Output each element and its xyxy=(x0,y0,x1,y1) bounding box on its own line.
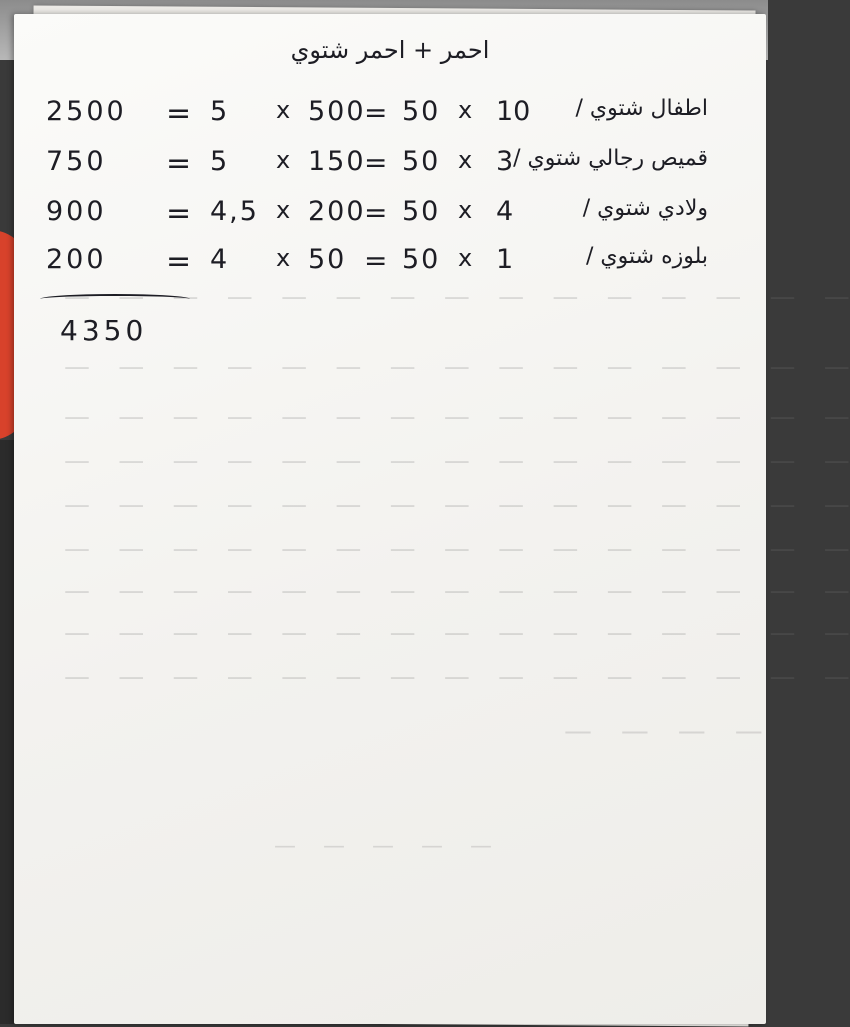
equals-sign: = xyxy=(364,196,388,229)
times-sign: x xyxy=(458,196,473,224)
times-sign: x xyxy=(458,146,473,174)
calc-row xyxy=(14,196,766,242)
row-total: 750 xyxy=(46,146,107,177)
row-label: ولادي شتوي / xyxy=(582,196,708,221)
times-sign: x xyxy=(458,96,473,124)
equals-sign: = xyxy=(166,146,192,181)
row-factor: 4 xyxy=(210,244,230,275)
times-sign: x xyxy=(458,244,473,272)
times-sign: x xyxy=(276,96,291,124)
ghost-line: — — — — — — — — — — — — — — — xyxy=(54,352,850,382)
ghost-line: — — — — xyxy=(554,714,763,747)
row-label: بلوزه شتوي / xyxy=(586,244,708,269)
row-label: اطفال شتوي / xyxy=(575,96,708,121)
ghost-line: — — — — — — — — — — — — — — — xyxy=(54,618,850,648)
row-unit: 50 xyxy=(402,196,441,227)
row-total: 2500 xyxy=(46,96,127,127)
row-unit: 50 xyxy=(402,244,441,275)
equals-sign: = xyxy=(364,96,388,129)
row-price: 50 xyxy=(308,244,347,275)
row-quantity: 4 xyxy=(496,196,514,227)
calc-row xyxy=(14,96,766,142)
row-quantity: 10 xyxy=(496,96,531,127)
times-sign: x xyxy=(276,196,291,224)
row-price: 200 xyxy=(308,196,366,227)
equals-sign: = xyxy=(364,146,388,179)
ghost-line: — — — — — — — — — — — — — — — xyxy=(54,490,850,520)
page-title: احمر + احمر شتوي xyxy=(290,36,490,64)
equals-sign: = xyxy=(166,96,192,131)
row-factor: 5 xyxy=(210,96,230,127)
ghost-line: — — — — — — — — — — — — — — — xyxy=(54,446,850,476)
row-unit: 50 xyxy=(402,146,441,177)
row-quantity: 1 xyxy=(496,244,514,275)
ghost-line: — — — — — — — — — — — — — — — xyxy=(54,576,850,606)
ghost-line: — — — — — — — — — — — — — — — xyxy=(54,662,850,692)
calc-row xyxy=(14,146,766,192)
row-factor: 5 xyxy=(210,146,230,177)
row-price: 150 xyxy=(308,146,366,177)
paper-sheet xyxy=(14,14,850,1024)
row-label: قميص رجالي شتوي / xyxy=(513,146,708,171)
times-sign: x xyxy=(276,244,291,272)
row-unit: 50 xyxy=(402,96,441,127)
row-factor: 4,5 xyxy=(210,196,259,227)
times-sign: x xyxy=(276,146,291,174)
row-quantity: 3 xyxy=(496,146,514,177)
ghost-line: — — — — — — — — — — — — — — — xyxy=(54,282,850,312)
row-total: 200 xyxy=(46,244,107,275)
sum-divider-line xyxy=(40,294,190,304)
calc-row xyxy=(14,244,766,290)
ghost-line: — — — — — xyxy=(264,834,492,859)
ghost-line: — — — — — — — — — — — — — — — xyxy=(54,402,850,432)
ghost-line: — — — — — — — — — — — — — — — xyxy=(54,534,850,564)
row-total: 900 xyxy=(46,196,107,227)
equals-sign: = xyxy=(364,244,388,277)
grand-total: 4350 xyxy=(60,314,148,347)
equals-sign: = xyxy=(166,196,192,231)
row-price: 500 xyxy=(308,96,366,127)
equals-sign: = xyxy=(166,244,192,279)
